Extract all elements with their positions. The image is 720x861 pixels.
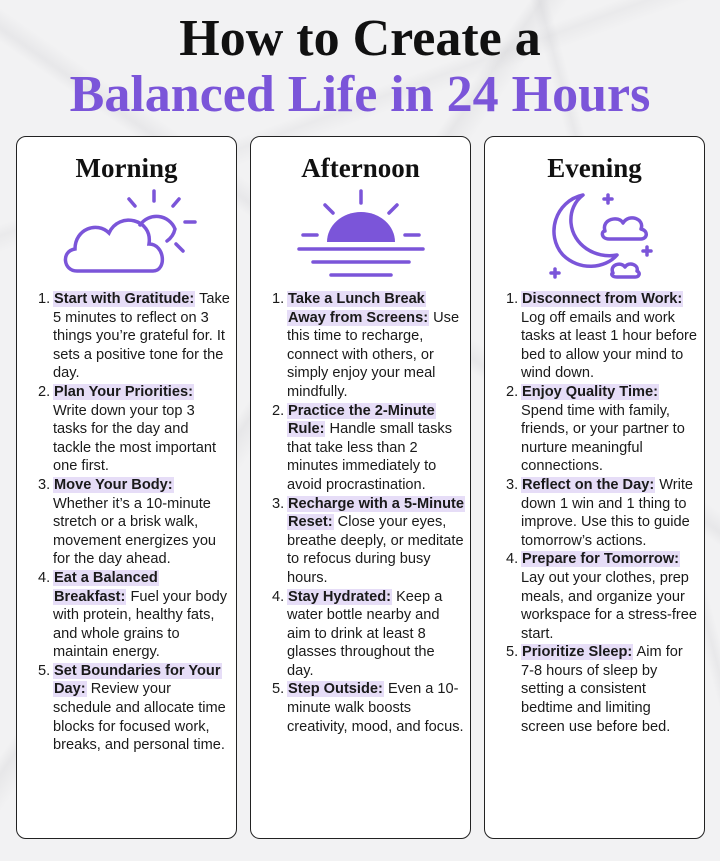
item-text: Whether it’s a 10-minute stretch or a brisk walk, movement energizes you for the day ahead. bbox=[53, 495, 217, 568]
morning-card bbox=[16, 136, 237, 839]
card-title-afternoon: Afternoon bbox=[301, 153, 420, 183]
item-number: 1. bbox=[272, 291, 285, 307]
item-text: Review your schedule and allocate time blocks for focused work, breaks, and personal time. bbox=[53, 681, 226, 754]
item-text: Handle small tasks that take less than 2 minutes immediately to avoid procrastination. bbox=[287, 421, 453, 493]
card-title-morning: Morning bbox=[75, 153, 178, 183]
item-heading: Set Boundaries for Your Day: bbox=[54, 662, 221, 698]
list-item bbox=[507, 383, 698, 476]
list-item bbox=[507, 476, 698, 550]
item-heading: Enjoy Quality Time: bbox=[522, 383, 658, 400]
item-number: 3. bbox=[38, 476, 51, 493]
item-text: Use this time to recharge, connect with others, or simply enjoy your meal mindfully. bbox=[287, 309, 460, 400]
cloud-sun-icon bbox=[57, 189, 197, 284]
list-item bbox=[507, 643, 698, 736]
item-heading: Reflect on the Day: bbox=[522, 476, 655, 493]
item-text: Spend time with family, friends, or your partner to nurture meaningful connections. bbox=[521, 402, 685, 475]
list-item bbox=[39, 290, 230, 383]
item-text: Lay out your clothes, prep meals, and organize your workspace for a stress-free start. bbox=[521, 569, 697, 642]
item-heading: Step Outside: bbox=[288, 681, 383, 698]
item-heading: Take a Lunch Break Away from Screens: bbox=[288, 291, 429, 326]
page-title: How to Create a bbox=[179, 10, 541, 67]
item-number: 4. bbox=[506, 551, 519, 568]
list-item bbox=[273, 680, 464, 736]
list-item bbox=[507, 550, 698, 643]
item-number: 3. bbox=[506, 476, 519, 493]
item-number: 1. bbox=[506, 291, 519, 307]
list-item bbox=[507, 290, 698, 383]
item-text: Take 5 minutes to reflect on 3 things you’re grateful for. It sets a positive tone for the day. bbox=[53, 291, 230, 382]
item-number: 5. bbox=[272, 681, 285, 698]
item-heading: Eat a Balanced Breakfast: bbox=[54, 569, 158, 605]
item-text: Aim for 7-8 hours of sleep by setting a consistent bedtime and limiting screen use before bed. bbox=[521, 644, 683, 735]
list-item bbox=[39, 662, 230, 755]
item-heading: Move Your Body: bbox=[54, 476, 173, 493]
item-number: 2. bbox=[506, 383, 519, 400]
item-text: Keep a water bottle nearby and aim to drink at least 8 glasses throughout the day. bbox=[287, 588, 443, 679]
item-heading: Recharge with a 5-Minute Reset: bbox=[288, 495, 464, 531]
item-number: 3. bbox=[272, 495, 285, 512]
item-number: 2. bbox=[38, 383, 51, 400]
page-subtitle: Balanced Life in 24 Hours bbox=[69, 66, 651, 123]
item-number: 4. bbox=[38, 569, 51, 586]
item-heading: Start with Gratitude: bbox=[54, 291, 195, 307]
item-heading: Stay Hydrated: bbox=[288, 588, 391, 605]
moon-clouds-icon bbox=[525, 189, 665, 284]
item-text: Close your eyes, breathe deeply, or meditate to refocus during busy hours. bbox=[287, 514, 464, 586]
item-text: Log off emails and work tasks at least 1 hour before bed to allow your mind to wind down. bbox=[521, 309, 698, 382]
evening-list bbox=[485, 290, 704, 736]
item-text: Fuel your body with protein, healthy fats, and whole grains to maintain energy. bbox=[53, 588, 227, 661]
list-item bbox=[39, 569, 230, 662]
item-heading: Prepare for Tomorrow: bbox=[522, 551, 680, 568]
item-number: 5. bbox=[38, 662, 51, 679]
list-item bbox=[39, 383, 230, 476]
item-text: Write down 1 win and 1 thing to improve. Use this to guide tomorrow’s actions. bbox=[521, 476, 694, 549]
list-item bbox=[273, 495, 464, 588]
item-heading: Disconnect from Work: bbox=[522, 291, 683, 307]
item-heading: Plan Your Priorities: bbox=[54, 383, 193, 400]
list-item bbox=[39, 476, 230, 569]
item-text: Write down your top 3 tasks for the day and tackle the most important one first. bbox=[53, 402, 217, 475]
list-item bbox=[273, 290, 464, 402]
evening-card bbox=[484, 136, 705, 839]
item-text: Even a 10-minute walk boosts creativity, mood, and focus. bbox=[287, 681, 464, 735]
list-item bbox=[273, 588, 464, 681]
afternoon-card bbox=[250, 136, 471, 839]
item-number: 1. bbox=[38, 291, 51, 307]
sunset-icon bbox=[291, 189, 431, 284]
list-item bbox=[273, 402, 464, 495]
item-number: 2. bbox=[272, 402, 285, 419]
item-heading: Practice the 2-Minute Rule: bbox=[288, 402, 435, 438]
item-number: 5. bbox=[506, 644, 519, 661]
afternoon-list bbox=[251, 290, 470, 736]
card-title-evening: Evening bbox=[547, 153, 642, 183]
item-heading: Prioritize Sleep: bbox=[522, 644, 633, 661]
item-number: 4. bbox=[272, 588, 285, 605]
morning-list bbox=[17, 290, 236, 755]
